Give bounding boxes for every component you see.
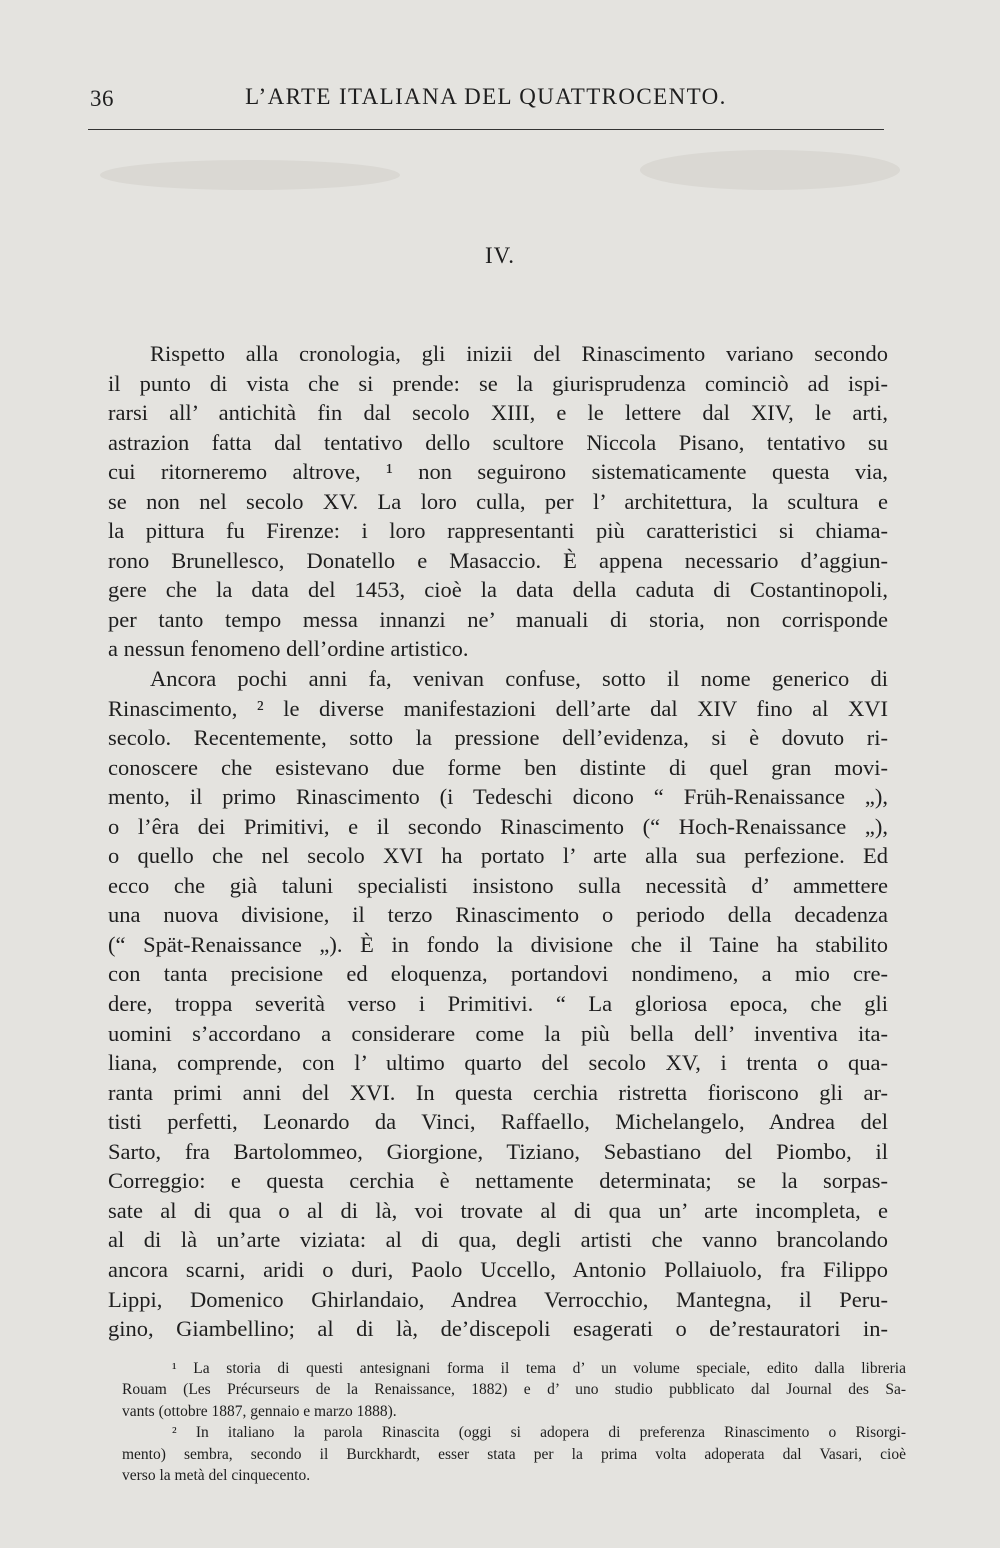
text-line: Rispetto alla cronologia, gli inizii del Rinascimento variano secondo (150, 341, 888, 366)
text-line: uomini s’accordano a considerare come la più bella dell’ inventiva ita- (108, 1020, 888, 1046)
footnote-line: vants (ottobre 1887, gennaio e marzo 1888). (122, 1402, 397, 1420)
text-line: conoscere che esistevano due forme ben distinte di quel gran movi- (108, 754, 888, 780)
text-line: Correggio: e questa cerchia è nettamente determinata; se la sorpas- (108, 1168, 888, 1194)
body-text (108, 339, 888, 1344)
text-line: dere, troppa severità verso i Primitivi. “ La gloriosa epoca, che gli (108, 991, 888, 1017)
text-line: ranta primi anni del XVI. In questa cerchia ristretta fioriscono gli ar- (108, 1079, 888, 1105)
text-line: una nuova divisione, il terzo Rinascimento o periodo della decadenza (108, 902, 888, 928)
footnote-line: ² In italiano la parola Rinascita (oggi si adopera di preferenza Rinascimento o Risorgi- (172, 1424, 906, 1442)
text-line: o quello che nel secolo XVI ha portato l’ arte alla sua perfezione. Ed (108, 843, 888, 869)
text-line: cui ritorneremo altrove, ¹ non seguirono sistematicamente questa via, (108, 459, 888, 485)
header-rule (88, 129, 884, 130)
text-line: liana, comprende, con l’ ultimo quarto del secolo XV, i trenta o qua- (108, 1050, 888, 1076)
text-line: mento, il primo Rinascimento (i Tedeschi dicono “ Früh-Renaissance „), (108, 784, 888, 810)
text-line: rono Brunellesco, Donatello e Masaccio. È appena necessario d’aggiun- (108, 547, 888, 573)
text-line: con tanta precisione ed eloquenza, portandovi nondimeno, a mio cre- (108, 961, 888, 987)
text-line: se non nel secolo XV. La loro culla, per l’ architettura, la scultura e (108, 488, 888, 514)
text-line: per tanto tempo messa innanzi ne’ manuali di storia, non corrisponde (108, 606, 888, 632)
text-line: a nessun fenomeno dell’ordine artistico. (108, 636, 469, 662)
text-line: (“ Spät-Renaissance „). È in fondo la divisione che il Taine ha stabilito (108, 931, 888, 957)
section-number: IV. (484, 243, 516, 268)
text-line: gere che la data del 1453, cioè la data della caduta di Costantinopoli, (108, 577, 888, 603)
text-line: al di là un’arte viziata: al di qua, degli artisti che vanno brancolando (108, 1227, 888, 1253)
text-line: Ancora pochi anni fa, venivan confuse, sotto il nome generico di (150, 666, 888, 692)
bleed-through-stain (100, 160, 400, 190)
text-line: tisti perfetti, Leonardo da Vinci, Raffaello, Michelangelo, Andrea del (108, 1109, 888, 1135)
footnote-line: Rouam (Les Précurseurs de la Renaissance, 1882) e d’ uno studio pubblicato dal Journal des Sa- (122, 1381, 906, 1399)
text-line: Sarto, fra Bartolommeo, Giorgione, Tiziano, Sebastiano del Piombo, il (108, 1138, 888, 1164)
text-line: astrazion fatta dal tentativo dello scultore Niccola Pisano, tentativo su (108, 429, 888, 455)
footnote-line: mento) sembra, secondo il Burckhardt, esser stata per la prima volta adoperata dal Vasari, cioè (122, 1445, 906, 1463)
page-header (88, 84, 884, 120)
text-line: rarsi all’ antichità fin dal secolo XIII, e le lettere dal XIV, le arti, (108, 400, 888, 426)
text-line: gino, Giambellino; al di là, de’discepoli esagerati o de’restauratori in- (108, 1316, 888, 1342)
text-line: sate al di qua o al di là, voi trovate al di qua un’ arte incompleta, e (108, 1197, 888, 1223)
text-line: o l’êra dei Primitivi, e il secondo Rinascimento (“ Hoch-Renaissance „), (108, 813, 888, 839)
text-line: Rinascimento, ² le diverse manifestazioni dell’arte dal XIV fino al XVI (108, 695, 888, 721)
page-number: 36 (90, 86, 114, 111)
bleed-through-stain (640, 150, 900, 190)
text-line: ecco che già taluni specialisti insistono sulla necessità d’ ammettere (108, 872, 888, 898)
text-line: ancora scarni, aridi o duri, Paolo Uccello, Antonio Pollaiuolo, fra Filippo (108, 1256, 888, 1282)
footnotes (122, 1358, 906, 1486)
footnote-line: verso la metà del cinquecento. (122, 1466, 311, 1484)
footnote-line: ¹ La storia di questi antesignani forma il tema d’ un volume speciale, edito dalla libreria (172, 1360, 906, 1377)
text-line: il punto di vista che si prende: se la giurisprudenza cominciò ad ispi- (108, 370, 888, 396)
text-line: la pittura fu Firenze: i loro rappresentanti più caratteristici si chiama- (108, 518, 888, 544)
text-line: Lippi, Domenico Ghirlandaio, Andrea Verrocchio, Mantegna, il Peru- (108, 1286, 888, 1312)
running-title: L’ARTE ITALIANA DEL QUATTROCENTO. (245, 84, 727, 109)
text-line: secolo. Recentemente, sotto la pressione dell’evidenza, si è dovuto ri- (108, 725, 888, 751)
